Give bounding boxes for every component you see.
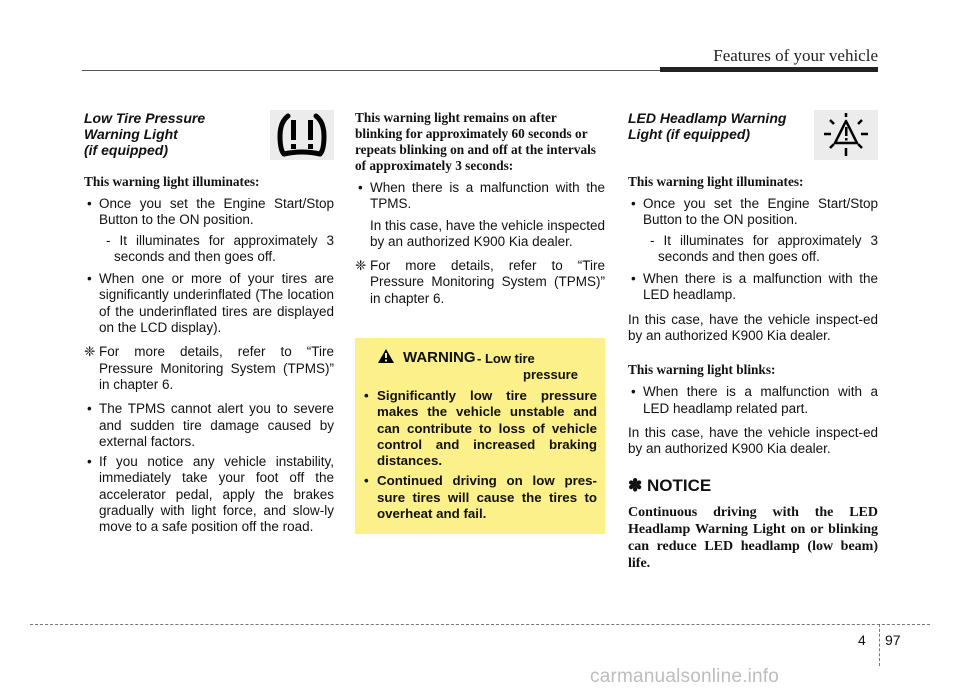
reference-note bbox=[355, 258, 605, 307]
bullet-item: • When one or more of your tires are significantly underinflated (The location of the underinflated tires are displayed on the LCD display). bbox=[84, 271, 334, 336]
sub-item: - It illuminates for approximately 3 seconds and then goes off. bbox=[650, 232, 878, 264]
lead-text: This warning light illuminates: bbox=[628, 174, 804, 189]
reference-mark: ❈ bbox=[355, 258, 367, 274]
reference-note bbox=[84, 344, 334, 393]
column-tpms-blink bbox=[355, 110, 605, 315]
section-title bbox=[84, 110, 259, 158]
warning-item: • Significantly low tire pressure makes the vehicle unstable and can contribute to loss of vehicle control and increased braking distances. bbox=[355, 388, 605, 469]
notice-word: NOTICE bbox=[646, 475, 712, 495]
section-header bbox=[84, 110, 334, 166]
page-header-title: Features of your vehicle bbox=[713, 46, 878, 65]
section-title-line: Light (if equipped) bbox=[628, 126, 751, 142]
reference-text: For more details, refer to “Tire Pressure Monitoring System (TPMS)” in chapter 6. bbox=[99, 344, 334, 392]
section-title bbox=[628, 110, 803, 142]
bullet-item: • When there is a malfunction with the TPMS. bbox=[355, 180, 605, 213]
indent-text: In this case, have the vehicle inspected by an authorized K900 Kia dealer. bbox=[370, 217, 605, 249]
lead-text: This warning light blinks: bbox=[628, 362, 776, 378]
column-low-tire-pressure bbox=[84, 110, 334, 540]
lead-text: This warning light remains on after blinking for approximately 60 seconds or repeats blinking on and off at the intervals of approximately 3 seconds: bbox=[355, 110, 596, 173]
column-led-headlamp bbox=[628, 110, 878, 572]
section-title-line: Warning Light bbox=[84, 126, 178, 142]
sub-item: - It illuminates for approximately 3 seconds and then goes off. bbox=[106, 232, 334, 264]
warning-box bbox=[355, 338, 605, 534]
page-number: 97 bbox=[885, 632, 901, 648]
warning-header bbox=[355, 338, 605, 384]
paragraph: In this case, have the vehicle inspect-ed by an authorized K900 Kia dealer. bbox=[628, 424, 878, 457]
reference-text: For more details, refer to “Tire Pressure Monitoring System (TPMS)” in chapter 6. bbox=[370, 258, 605, 306]
notice-mark: ✽ bbox=[628, 475, 643, 495]
footer-rule bbox=[30, 624, 930, 625]
notice-body: Continuous driving with the LED Headlamp Warning Light on or blinking can reduce LED headlamp (low beam) life. bbox=[628, 504, 878, 571]
bullet-item: • If you notice any vehicle instability, immediately take your foot off the accelerator pedal, apply the brakes gradually with light force, and slow-ly move to a safe position off the road. bbox=[84, 454, 334, 535]
led-headlamp-warning-icon bbox=[814, 110, 878, 160]
footer-divider bbox=[879, 624, 880, 666]
bullet-item: • The TPMS cannot alert you to severe and sudden tire damage caused by external factors. bbox=[84, 401, 334, 450]
warning-item: • Continued driving on low pres-sure tires will cause the tires to overheat and fail. bbox=[355, 473, 605, 522]
reference-mark: ❈ bbox=[84, 344, 96, 360]
warning-subtitle: pressure bbox=[523, 367, 578, 382]
bullet-item: • Once you set the Engine Start/Stop Button to the ON position. bbox=[84, 196, 334, 229]
paragraph: In this case, have the vehicle inspect-ed by an authorized K900 Kia dealer. bbox=[628, 311, 878, 344]
warning-subtitle: - Low tire bbox=[477, 351, 535, 366]
section-title-line: Low Tire Pressure bbox=[84, 110, 206, 126]
header-accent-bar bbox=[660, 67, 878, 72]
section-title-line: LED Headlamp Warning bbox=[628, 110, 787, 126]
warning-word: WARNING bbox=[403, 349, 476, 366]
lead-text: This warning light illuminates: bbox=[84, 174, 260, 189]
watermark: carmanualsonline.info bbox=[590, 666, 780, 687]
section-header bbox=[628, 110, 878, 166]
low-tire-pressure-icon bbox=[270, 110, 334, 160]
notice-heading bbox=[628, 476, 878, 496]
warning-triangle-icon bbox=[377, 348, 395, 364]
bullet-item: • Once you set the Engine Start/Stop Button to the ON position. bbox=[628, 196, 878, 229]
chapter-number: 4 bbox=[858, 632, 866, 648]
section-title-line: (if equipped) bbox=[84, 142, 168, 158]
bullet-item: • When there is a malfunction with a LED headlamp related part. bbox=[628, 384, 878, 417]
bullet-item: • When there is a malfunction with the LED headlamp. bbox=[628, 271, 878, 304]
